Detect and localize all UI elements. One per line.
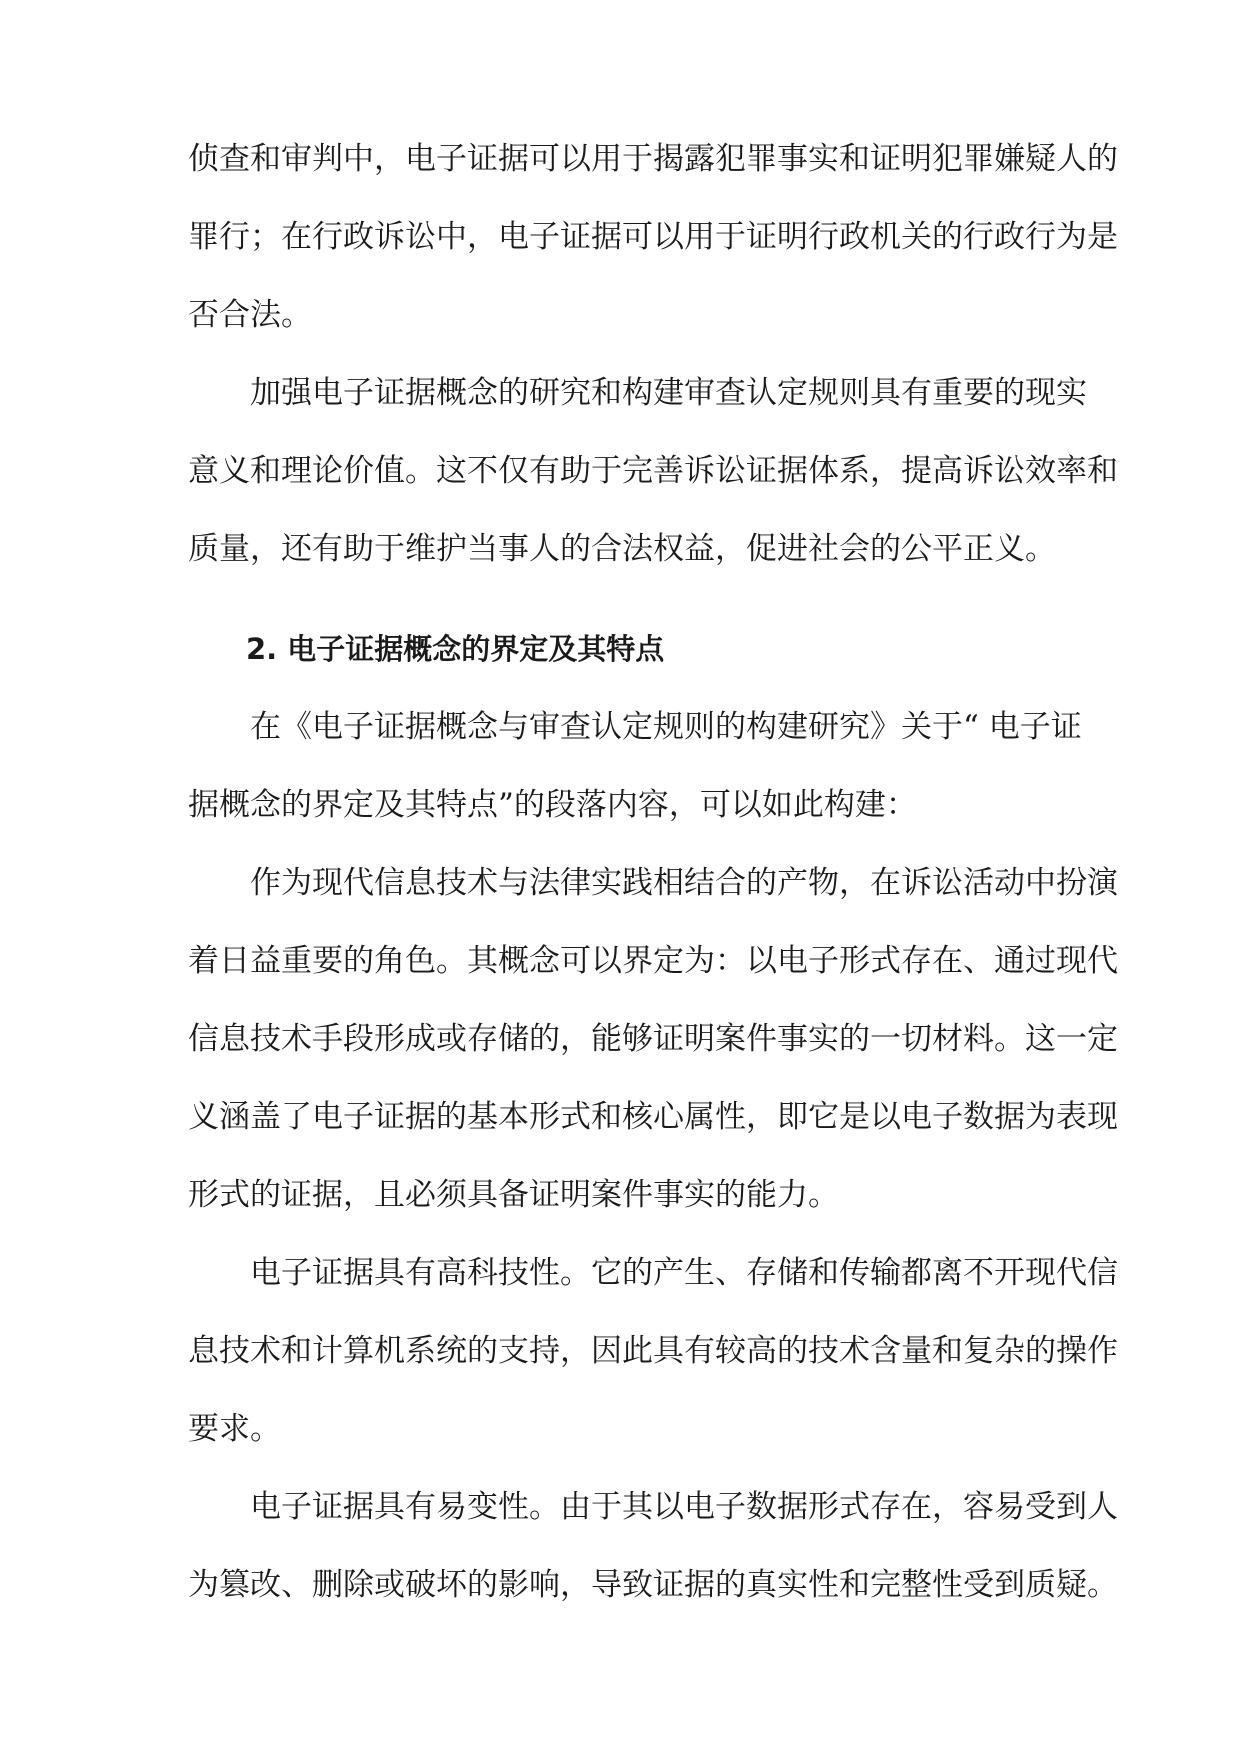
paragraph — [188, 844, 1118, 1234]
paragraph — [188, 354, 1118, 588]
paragraph-line: 侦查和审判中，电子证据可以用于揭露犯罪事实和证明犯罪嫌疑人的 — [188, 141, 1118, 177]
paragraph-line: 电子证据具有易变性。由于其以电子数据形式存在，容易受到人 — [250, 1489, 1118, 1525]
paragraph — [188, 688, 1082, 844]
paragraph-line: 义涵盖了电子证据的基本形式和核心属性，即它是以电子数据为表现 — [188, 1099, 1118, 1135]
paragraph-line: 意义和理论价值。这不仅有助于完善诉讼证据体系，提高诉讼效率和 — [188, 453, 1118, 489]
paragraph-line: 加强电子证据概念的研究和构建审查认定规则具有重要的现实 — [250, 375, 1087, 411]
paragraph — [188, 1234, 1118, 1468]
paragraph-line: 电子证据具有高科技性。它的产生、存储和传输都离不开现代信 — [250, 1255, 1118, 1291]
paragraph-line: 在《电子证据概念与审查认定规则的构建研究》关于“ 电子证 — [250, 709, 1082, 745]
section-heading: 2. 电子证据概念的界定及其特点 — [246, 632, 665, 666]
paragraph-line: 据概念的界定及其特点”的段落内容，可以如此构建： — [188, 787, 917, 823]
paragraph — [188, 1468, 1118, 1624]
paragraph-line: 形式的证据，且必须具备证明案件事实的能力。 — [188, 1177, 839, 1213]
paragraph-line: 罪行；在行政诉讼中，电子证据可以用于证明行政机关的行政行为是 — [188, 219, 1118, 255]
paragraph-line: 否合法。 — [188, 297, 312, 333]
paragraph-line: 着日益重要的角色。其概念可以界定为：以电子形式存在、通过现代 — [188, 943, 1118, 979]
paragraph-line: 息技术和计算机系统的支持，因此具有较高的技术含量和复杂的操作 — [188, 1333, 1118, 1369]
section-spacer — [188, 588, 1054, 610]
paragraph-line: 作为现代信息技术与法律实践相结合的产物，在诉讼活动中扮演 — [250, 865, 1118, 901]
document-body — [188, 120, 1118, 1624]
paragraph-line: 要求。 — [188, 1411, 281, 1447]
paragraph-line: 信息技术手段形成或存储的，能够证明案件事实的一切材料。这一定 — [188, 1021, 1118, 1057]
paragraph-line: 为篡改、删除或破坏的影响，导致证据的真实性和完整性受到质疑。 — [188, 1567, 1118, 1603]
paragraph — [188, 120, 1118, 354]
paragraph-line: 质量，还有助于维护当事人的合法权益，促进社会的公平正义。 — [188, 531, 1056, 567]
